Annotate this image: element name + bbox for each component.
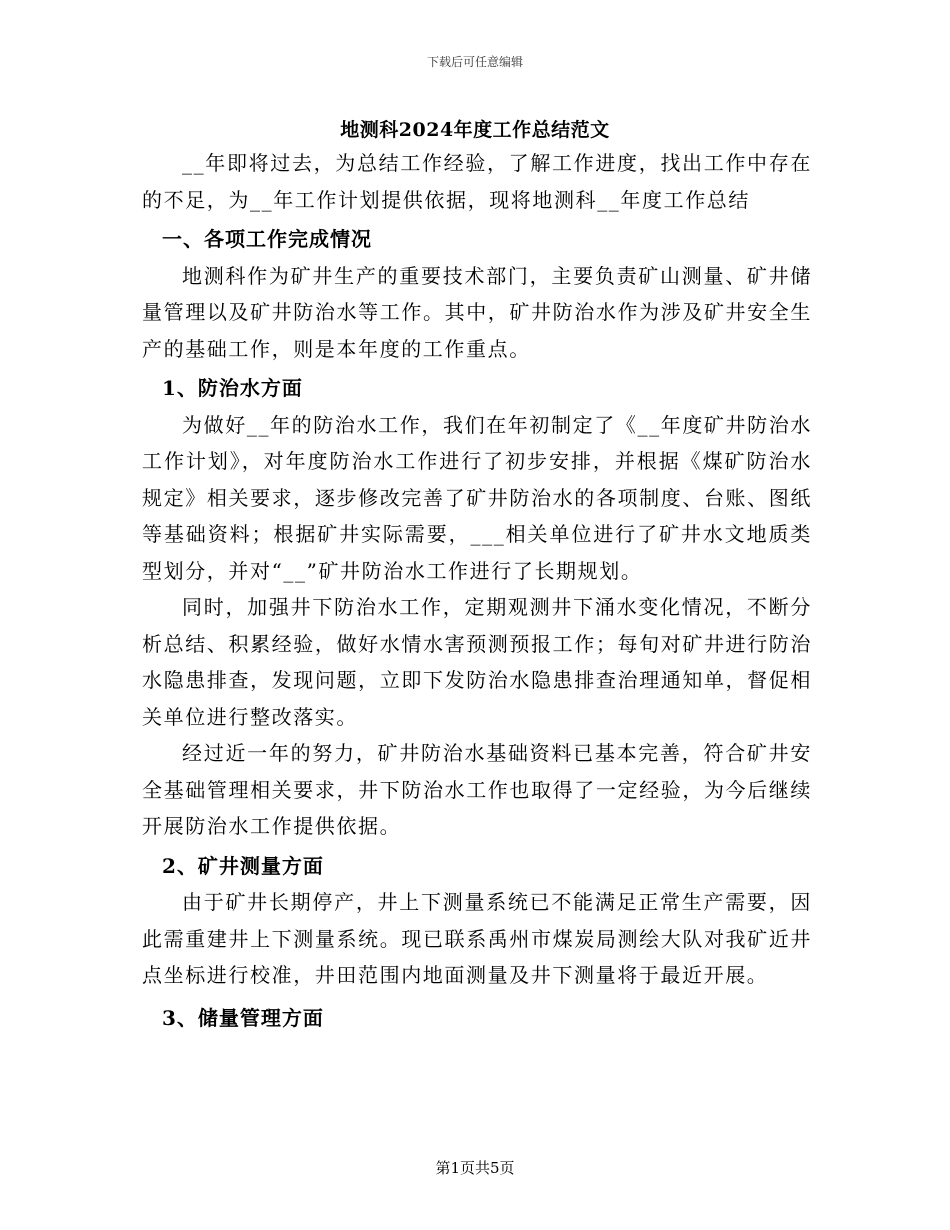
subsection-1-paragraph-3: 经过近一年的努力，矿井防治水基础资料已基本完善，符合矿井安全基础管理相关要求，井下防治水工作也取得了一定经验，为今后继续开展防治水工作提供依据。 bbox=[142, 741, 812, 838]
subsection-heading-1: 1、防治水方面 bbox=[162, 376, 303, 400]
document-title: 地测科2024年度工作总结范文 bbox=[340, 119, 610, 141]
subsection-1-paragraph-2: 同时，加强井下防治水工作，定期观测井下涌水变化情况，不断分析总结、积累经验，做好水情水害预测预报工作；每旬对矿井进行防治水隐患排查，发现问题，立即下发防治水隐患排查治理通知单，督促相关单位进行整改落实。 bbox=[142, 595, 812, 729]
document-body bbox=[142, 145, 812, 1036]
subsection-2-paragraph: 由于矿井长期停产，井上下测量系统已不能满足正常生产需要，因此需重建井上下测量系统。现已联系禹州市煤炭局测绘大队对我矿近井点坐标进行校准，井田范围内地面测量及井下测量将于最近开展。 bbox=[142, 890, 812, 987]
header-note: 下载后可任意编辑 bbox=[426, 55, 523, 69]
section-heading-1: 一、各项工作完成情况 bbox=[162, 227, 372, 251]
page-footer: 第1页共5页 bbox=[435, 1159, 515, 1177]
section-1-paragraph: 地测科作为矿井生产的重要技术部门，主要负责矿山测量、矿井储量管理以及矿井防治水等工作。其中，矿井防治水作为涉及矿井安全生产的基础工作，则是本年度的工作重点。 bbox=[142, 263, 812, 361]
subsection-1-paragraph-1: 为做好__年的防治水工作，我们在年初制定了《__年度矿井防治水工作计划》，对年度防治水工作进行了初步安排，并根据《煤矿防治水规定》相关要求，逐步修改完善了矿井防治水的各项制度、台账、图纸等基础资料；根据矿井实际需要，___相关单位进行了矿井水文地质类型划分，并对“__”矿井防治水工作进行了长期规划。 bbox=[142, 412, 812, 583]
intro-paragraph: __年即将过去，为总结工作经验，了解工作进度，找出工作中存在的不足，为__年工作计划提供依据，现将地测科__年度工作总结 bbox=[142, 151, 812, 212]
subsection-heading-2: 2、矿井测量方面 bbox=[162, 853, 324, 878]
subsection-heading-3: 3、储量管理方面 bbox=[162, 1005, 324, 1030]
